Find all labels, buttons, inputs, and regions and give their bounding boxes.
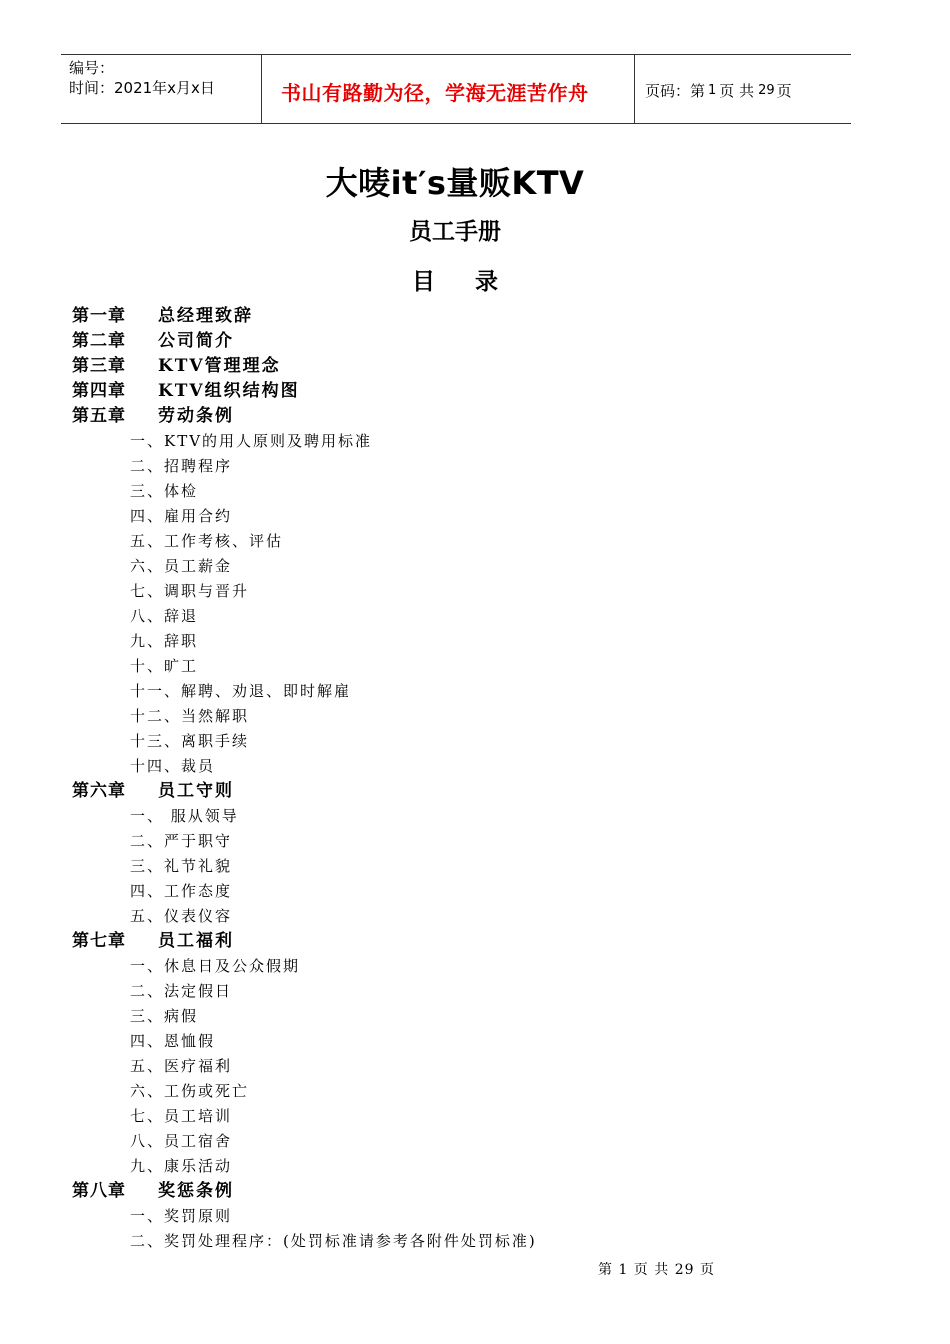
toc-chapter-name: 劳动条例: [158, 406, 234, 426]
toc-item: 四、雇用合约: [130, 507, 233, 525]
page-label: 页码：第: [645, 81, 706, 100]
toc-chapter-number: 第五章: [72, 406, 126, 426]
toc-item: 六、员工薪金: [130, 557, 233, 575]
toc-item: 四、工作态度: [130, 882, 233, 900]
time-label: 时间：2021年x月x日: [69, 79, 215, 97]
document-title: 大唛it′s量贩KTV: [325, 164, 585, 202]
toc-item: 一、奖罚原则: [130, 1207, 233, 1225]
toc-chapter: [72, 379, 537, 404]
toc-item: 八、辞退: [130, 607, 199, 625]
toc-item: 三、礼节礼貌: [130, 857, 233, 875]
toc-item: 四、恩恤假: [130, 1032, 216, 1050]
toc-chapter: [72, 354, 537, 379]
toc-item: 二、法定假日: [130, 982, 233, 1000]
toc-chapter: [72, 329, 537, 354]
toc-chapter: [72, 404, 537, 429]
toc-item: 九、康乐活动: [130, 1157, 233, 1175]
toc-item: 十四、裁员: [130, 757, 216, 775]
toc-chapter-name: KTV组织结构图: [158, 381, 300, 401]
toc-item: 二、严于职守: [130, 832, 233, 850]
toc-item: 七、调职与晋升: [130, 582, 250, 600]
toc-item: 一、KTV的用人原则及聘用标准: [130, 432, 373, 450]
toc-chapter: [72, 1179, 537, 1204]
header-motto: 书山有路勤为径，学海无涯苦作舟: [262, 55, 635, 123]
toc-chapter-number: 第二章: [72, 331, 126, 351]
toc-chapter-name: 奖惩条例: [158, 1181, 234, 1201]
toc-item: 三、病假: [130, 1007, 199, 1025]
toc-item: 五、医疗福利: [130, 1057, 233, 1075]
toc-chapter: [72, 779, 537, 804]
toc-chapter-name: 总经理致辞: [158, 306, 253, 326]
toc-item: 一、 服从领导: [130, 807, 239, 825]
toc-item: 十、旷工: [130, 657, 199, 675]
table-of-contents: [72, 304, 537, 1254]
toc-chapter-number: 第八章: [72, 1181, 126, 1201]
header-meta: [61, 55, 262, 123]
toc-chapter-number: 第三章: [72, 356, 126, 376]
toc-chapter-name: 公司简介: [158, 331, 234, 351]
toc-item: 六、工伤或死亡: [130, 1082, 250, 1100]
toc-item: 八、员工宿舍: [130, 1132, 233, 1150]
toc-item: 二、招聘程序: [130, 457, 233, 475]
toc-chapter: [72, 929, 537, 954]
header-page-number: [635, 55, 851, 123]
toc-item: 五、工作考核、评估: [130, 532, 284, 550]
toc-chapter-name: 员工福利: [158, 931, 234, 951]
toc-item: 三、体检: [130, 482, 199, 500]
page-total: 29: [758, 82, 775, 98]
toc-item: 十一、解聘、劝退、即时解雇: [130, 682, 352, 700]
toc-item: 七、员工培训: [130, 1107, 233, 1125]
toc-chapter-number: 第四章: [72, 381, 126, 401]
toc-heading: 目录: [412, 268, 538, 295]
code-label: 编号：: [69, 59, 115, 77]
page-end: 页: [776, 81, 792, 100]
page-header: [61, 54, 851, 124]
toc-item: 一、休息日及公众假期: [130, 957, 301, 975]
toc-chapter-name: KTV管理理念: [158, 356, 281, 376]
toc-chapter-number: 第六章: [72, 781, 126, 801]
toc-chapter-name: 员工守则: [158, 781, 234, 801]
toc-chapter-number: 第一章: [72, 306, 126, 326]
toc-item: 五、仪表仪容: [130, 907, 233, 925]
page-footer: 第 1 页 共 29 页: [598, 1262, 715, 1278]
toc-item: 二、奖罚处理程序：(处罚标准请参考各附件处罚标准): [130, 1232, 537, 1250]
toc-item: 九、辞职: [130, 632, 199, 650]
toc-item: 十三、离职手续: [130, 732, 250, 750]
document-subtitle: 员工手册: [409, 218, 501, 245]
toc-chapter-number: 第七章: [72, 931, 126, 951]
toc-chapter: [72, 304, 537, 329]
page-mid: 页 共: [719, 81, 755, 100]
toc-item: 十二、当然解职: [130, 707, 250, 725]
page-num: 1: [708, 82, 717, 98]
